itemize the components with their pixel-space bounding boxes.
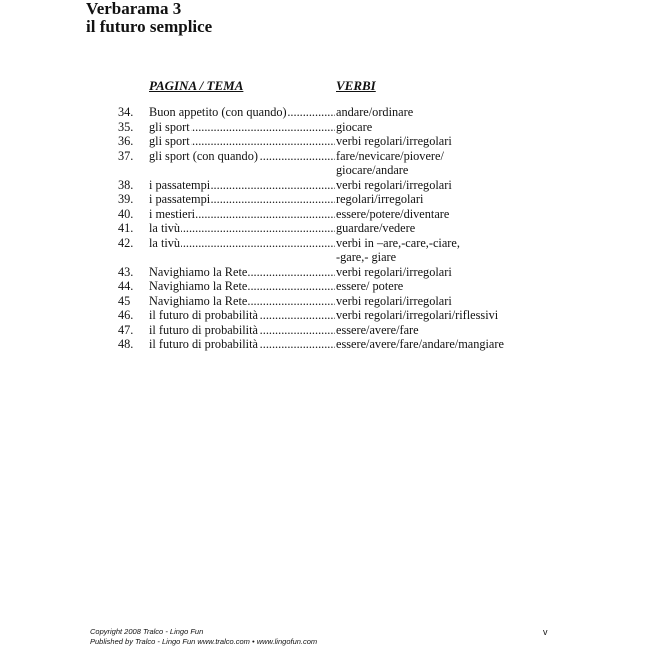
toc-row-topic: [149, 134, 335, 149]
footer-copyright: [90, 627, 317, 647]
toc-row-verbs: [336, 178, 452, 193]
toc-row-verbs: [336, 236, 460, 265]
toc-row-topic-text: la tivù: [149, 221, 181, 235]
toc-row-number: 43.: [118, 264, 134, 279]
toc-row-topic-text: i passatempi: [149, 192, 211, 206]
toc-row-topic-text: i mestieri: [149, 206, 196, 221]
toc-row-verbs-line: verbi in –are,-care,-ciare,: [336, 235, 460, 250]
toc-row-verbs: [336, 207, 449, 222]
toc-row-verbs-line: essere/ potere: [336, 279, 404, 293]
toc-row: [0, 149, 650, 178]
toc-row-topic-text: la tivù: [149, 235, 181, 250]
toc-row-number: 39.: [118, 192, 134, 206]
toc-row-topic: [149, 279, 335, 294]
toc-row: [0, 221, 650, 236]
toc-row-topic-text: Navighiamo la Rete: [149, 293, 248, 308]
toc-row-topic: [149, 192, 335, 207]
toc-row: [0, 134, 650, 149]
toc-row-topic-text: Navighiamo la Rete: [149, 264, 248, 279]
toc-row-topic-text: il futuro di probabilità: [149, 322, 258, 337]
toc-row-verbs-line: verbi regolari/irregolari: [336, 177, 452, 192]
toc-row-topic: [149, 294, 335, 309]
toc-row: [0, 279, 650, 294]
header-verbi: VERBI: [336, 78, 376, 93]
toc-row-verbs-line: verbi regolari/irregolari/riflessivi: [336, 308, 499, 322]
toc-row-number: 35.: [118, 119, 134, 134]
toc-row: [0, 323, 650, 338]
toc-row-topic: [149, 236, 335, 251]
toc-row: [0, 236, 650, 265]
toc-row-verbs-line: guardare/vedere: [336, 221, 416, 235]
toc-row-verbs: [336, 105, 413, 120]
toc-row-topic: [149, 323, 335, 338]
toc-row-verbs: [336, 134, 452, 149]
toc-row: [0, 294, 650, 309]
toc-row-verbs: [336, 192, 423, 207]
toc-row-verbs-line: giocare/andare: [336, 163, 409, 177]
toc-row-topic: [149, 120, 335, 135]
toc-row: [0, 207, 650, 222]
toc-row-verbs-line: verbi regolari/irregolari: [336, 293, 452, 308]
toc-row-topic: [149, 149, 335, 164]
toc-row-topic: [149, 265, 335, 280]
toc-row-verbs-line: verbi regolari/irregolari: [336, 134, 452, 148]
table-of-contents: [0, 105, 650, 352]
toc-row-number: 42.: [118, 235, 134, 250]
header-pagina-tema: PAGINA / TEMA: [149, 78, 244, 93]
toc-row-verbs-line: andare/ordinare: [336, 105, 414, 119]
toc-row-number: 37.: [118, 148, 134, 163]
toc-row-number: 40.: [118, 206, 134, 221]
toc-row-topic: [149, 207, 335, 222]
toc-row-verbs-line: giocare: [336, 119, 373, 134]
toc-row-verbs: [336, 265, 452, 280]
toc-row-topic: [149, 178, 335, 193]
toc-row-number: 34.: [118, 105, 134, 119]
toc-row-verbs: [336, 149, 444, 178]
toc-row-verbs: [336, 221, 415, 236]
title-line-2: il futuro semplice: [86, 17, 213, 36]
toc-row-topic-text: gli sport (con quando): [149, 148, 258, 163]
toc-row-topic-text: il futuro di probabilità: [149, 337, 258, 351]
toc-row-number: 44.: [118, 279, 134, 293]
toc-row-verbs: [336, 279, 403, 294]
toc-row-number: 38.: [118, 177, 134, 192]
toc-row-topic-text: Buon appetito (con quando): [149, 105, 287, 119]
toc-row-number: 36.: [118, 134, 134, 148]
toc-row-topic: [149, 105, 335, 120]
toc-row-verbs: [336, 120, 372, 135]
toc-row-topic-text: il futuro di probabilità: [149, 308, 258, 322]
footer-line-2: Published by Tralco - Lingo Fun www.tralco.com • www.lingofun.com: [90, 637, 318, 646]
toc-row-number: 45: [118, 293, 131, 308]
toc-row-topic-text: i passatempi: [149, 177, 211, 192]
column-headers: [0, 78, 650, 94]
toc-row-number: 41.: [118, 221, 134, 235]
toc-row-topic: [149, 308, 335, 323]
toc-row-number: 48.: [118, 337, 134, 351]
toc-row-verbs-line: essere/potere/diventare: [336, 206, 450, 221]
page-title: [86, 0, 212, 36]
toc-row: [0, 308, 650, 323]
toc-row: [0, 337, 650, 352]
toc-row-verbs-line: essere/avere/fare: [336, 322, 419, 337]
toc-row-verbs: [336, 294, 452, 309]
toc-row-verbs-line: verbi regolari/irregolari: [336, 264, 452, 279]
toc-row-topic-text: Navighiamo la Rete: [149, 279, 248, 293]
toc-row: [0, 192, 650, 207]
toc-row-verbs: [336, 308, 498, 323]
toc-row: [0, 178, 650, 193]
toc-row-number: 47.: [118, 322, 134, 337]
toc-row: [0, 105, 650, 120]
toc-row-topic: [149, 337, 335, 352]
toc-row-verbs-line: -gare,- giare: [336, 250, 397, 264]
toc-row-topic-text: gli sport: [149, 134, 190, 148]
title-line-1: Verbarama 3: [86, 0, 182, 18]
toc-row-topic-text: gli sport: [149, 119, 190, 134]
toc-row-topic: [149, 221, 335, 236]
toc-row-number: 46.: [118, 308, 134, 322]
toc-row-verbs-line: regolari/irregolari: [336, 192, 424, 206]
toc-row-verbs: [336, 337, 504, 352]
toc-row: [0, 120, 650, 135]
footer-line-1: Copyright 2008 Tralco - Lingo Fun: [90, 627, 204, 636]
toc-row: [0, 265, 650, 280]
toc-row-verbs-line: fare/nevicare/piovere/: [336, 148, 444, 163]
toc-row-verbs: [336, 323, 419, 338]
page-number: v: [543, 627, 548, 637]
toc-row-verbs-line: essere/avere/fare/andare/mangiare: [336, 337, 504, 351]
